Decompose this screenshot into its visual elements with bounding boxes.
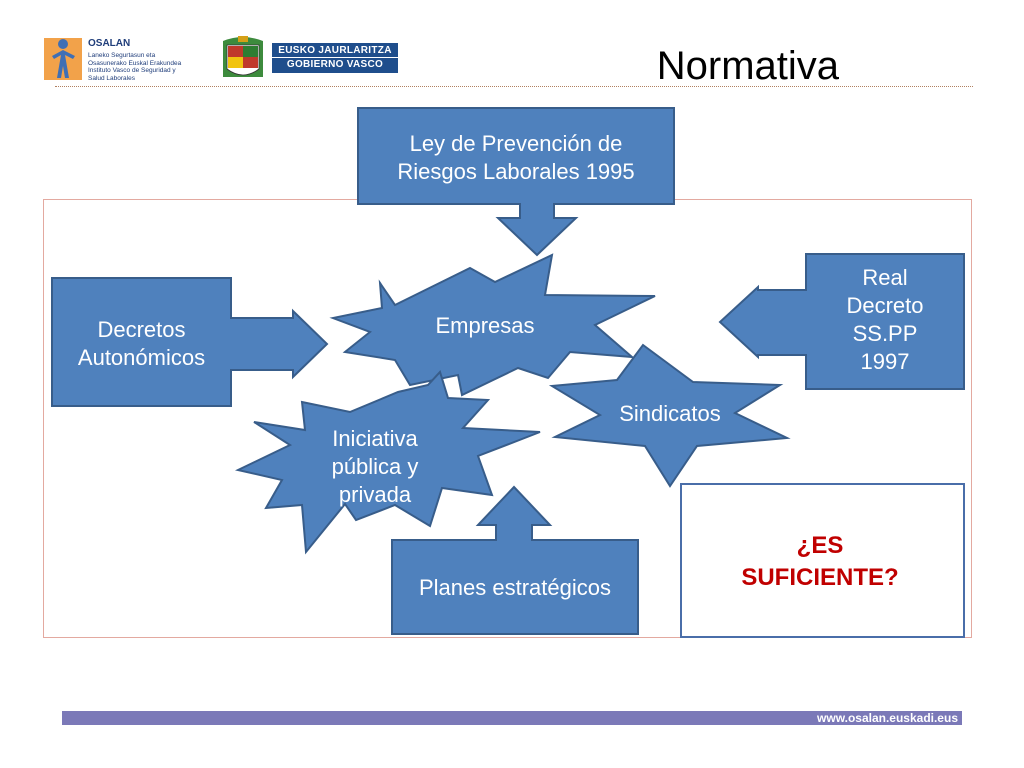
osalan-line: Osasunerako Euskal Erakundea xyxy=(88,59,182,67)
government-line-1: EUSKO JAURLARITZA xyxy=(272,43,398,58)
question-text: ¿ES SUFICIENTE? xyxy=(741,532,899,591)
osalan-line: Instituto Vasco de Seguridad y xyxy=(88,67,176,74)
osalan-name: OSALAN xyxy=(88,38,131,49)
empresas-label: Empresas xyxy=(435,313,535,338)
ley-label: Ley de Prevención de Riesgos Laborales 1995 xyxy=(397,131,635,184)
osalan-line: Salud Laborales xyxy=(88,74,135,82)
decretos-label: Decretos Autonómicos xyxy=(77,317,206,370)
real-decreto-label: Real Decreto SS.PP 1997 xyxy=(846,265,924,374)
sindicatos-label: Sindicatos xyxy=(619,401,721,426)
iniciativa-label: Iniciativa pública y privada xyxy=(331,426,419,507)
osalan-line: Laneko Segurtasun eta xyxy=(88,52,156,59)
government-line-2: GOBIERNO VASCO xyxy=(286,59,384,70)
planes-label: Planes estratégicos xyxy=(419,575,611,600)
footer-website: www.osalan.euskadi.eus xyxy=(817,711,958,725)
slide-title: Normativa xyxy=(656,44,839,88)
